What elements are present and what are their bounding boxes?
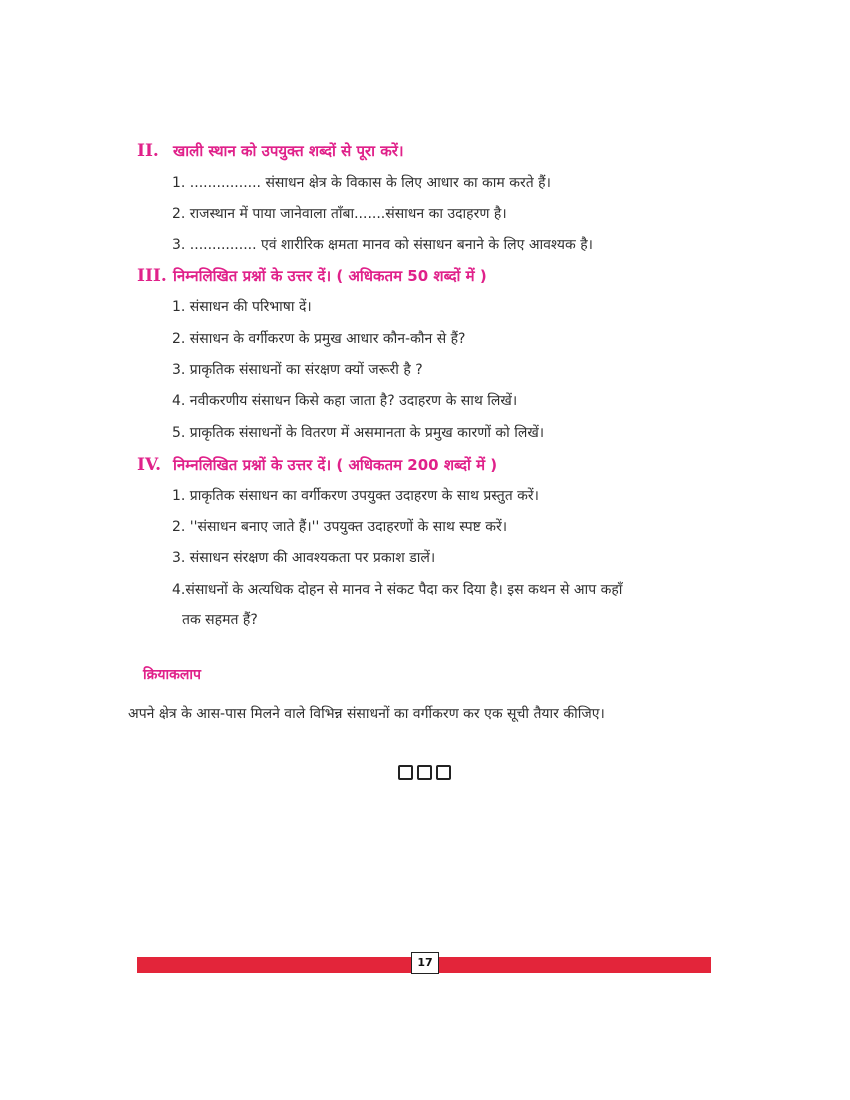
section-heading-ii	[137, 141, 404, 161]
question-item: 2. ''संसाधन बनाए जाते हैं।'' उपयुक्त उदाहरणों के साथ स्पष्ट करें।	[172, 519, 508, 535]
section-heading-text: खाली स्थान को उपयुक्त शब्दों से पूरा करें।	[173, 142, 404, 160]
question-item: 3. ............... एवं शारीरिक क्षमता मानव को संसाधन बनाने के लिए आवश्यक है।	[172, 237, 593, 253]
section-number: IV.	[137, 455, 162, 475]
question-item: 1. ................ संसाधन क्षेत्र के विकास के लिए आधार का काम करते हैं।	[172, 175, 551, 191]
question-item: 3. संसाधन संरक्षण की आवश्यकता पर प्रकाश डालें।	[172, 550, 436, 566]
square-icon	[398, 765, 413, 780]
square-icon	[417, 765, 432, 780]
question-item: 3. प्राकृतिक संसाधनों का संरक्षण क्यों जरूरी है ?	[172, 362, 423, 378]
section-heading-iv	[137, 455, 497, 475]
square-icon	[436, 765, 451, 780]
page-number: 17	[411, 952, 439, 974]
section-heading-iii	[137, 266, 487, 286]
question-item-continuation: तक सहमत हैं?	[182, 612, 258, 628]
section-number: III.	[137, 266, 167, 286]
question-item: 5. प्राकृतिक संसाधनों के वितरण में असमानता के प्रमुख कारणों को लिखें।	[172, 425, 545, 441]
question-item: 4. नवीकरणीय संसाधन किसे कहा जाता है? उदाहरण के साथ लिखें।	[172, 393, 518, 409]
question-item: 2. राजस्थान में पाया जानेवाला ताँबा.......संसाधन का उदाहरण है।	[172, 206, 507, 222]
end-of-chapter-mark	[398, 765, 451, 780]
question-item: 2. संसाधन के वर्गीकरण के प्रमुख आधार कौन-कौन से हैं?	[172, 331, 466, 347]
section-heading-text: निम्नलिखित प्रश्नों के उत्तर दें। ( अधिकतम 200 शब्दों में )	[173, 456, 498, 474]
section-heading-text: निम्नलिखित प्रश्नों के उत्तर दें। ( अधिकतम 50 शब्दों में )	[173, 267, 487, 285]
section-number: II.	[137, 141, 159, 161]
question-item: 4.संसाधनों के अत्यधिक दोहन से मानव ने संकट पैदा कर दिया है। इस कथन से आप कहाँ	[172, 582, 623, 598]
activity-text: अपने क्षेत्र के आस-पास मिलने वाले विभिन्न संसाधनों का वर्गीकरण कर एक सूची तैयार कीजिए।	[128, 706, 605, 722]
question-item: 1. संसाधन की परिभाषा दें।	[172, 299, 312, 315]
activity-heading: क्रियाकलाप	[143, 667, 201, 683]
question-item: 1. प्राकृतिक संसाधन का वर्गीकरण उपयुक्त उदाहरण के साथ प्रस्तुत करें।	[172, 488, 539, 504]
